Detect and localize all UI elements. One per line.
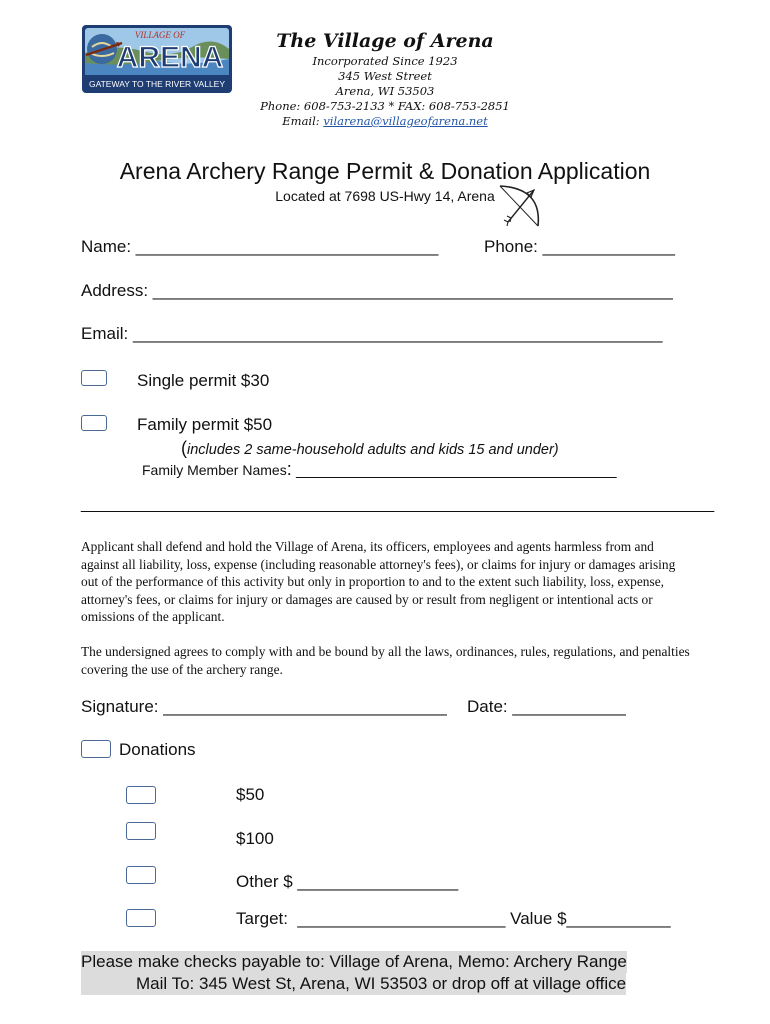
street-line: 345 West Street bbox=[338, 69, 432, 83]
logo-name: ARENA bbox=[116, 41, 224, 74]
family-members-label: Family Member Names bbox=[142, 462, 287, 478]
donations-label: Donations bbox=[119, 740, 196, 759]
donation-other-checkbox[interactable] bbox=[126, 866, 156, 884]
donation-100-checkbox[interactable] bbox=[126, 822, 156, 840]
family-members-field[interactable] bbox=[142, 459, 617, 480]
incorporated-line: Incorporated Since 1923 bbox=[312, 54, 458, 68]
family-members-blank: ____________________________________ bbox=[291, 462, 617, 479]
donation-target-field[interactable]: Target: ______________________ Value $___________ bbox=[236, 909, 671, 928]
agreement-terms: The undersigned agrees to comply with and be bound by all the laws, ordinances, rules, regulations, and penalties covering the use of the archery range. bbox=[81, 644, 690, 677]
family-members-colon: : bbox=[286, 459, 292, 479]
phone-fax-line: Phone: 608-753-2133 * FAX: 608-753-2851 bbox=[260, 99, 510, 113]
footer-line-1: Please make checks payable to: Village of Arena, Memo: Archery Range bbox=[81, 952, 627, 971]
city-line: Arena, WI 53503 bbox=[335, 84, 435, 98]
address-field[interactable]: Address: _______________________________________________________ bbox=[81, 281, 673, 300]
email-link[interactable]: vilarena@villageofarena.net bbox=[323, 114, 488, 128]
location-line: Located at 7698 US-Hwy 14, Arena bbox=[275, 188, 495, 204]
family-permit-checkbox[interactable] bbox=[81, 415, 107, 431]
footer-line-2: Mail To: 345 West St, Arena, WI 53503 or drop off at village office bbox=[81, 973, 626, 995]
liability-terms: Applicant shall defend and hold the Village of Arena, its officers, employees and agents harmless from and against all liability, loss, expense (including reasonable attorney's fees), or claims for injury or damages arising out of the performance of this activity but only in proportion to and to the extent such liability, loss, expense, attorney's fees, or claims for injury or damages are caused by or result from negligent or intentional acts or omissions of the applicant. bbox=[81, 539, 676, 625]
email-line bbox=[200, 114, 570, 130]
date-field[interactable]: Date: ____________ bbox=[467, 697, 626, 716]
family-permit-note bbox=[181, 438, 559, 459]
donation-50-label: $50 bbox=[236, 785, 265, 804]
single-permit-label: Single permit $30 bbox=[137, 371, 270, 390]
form-title: Arena Archery Range Permit & Donation Application bbox=[119, 158, 651, 184]
family-members-extra-line[interactable]: _______________________________________________________________________ bbox=[81, 496, 715, 513]
note-paren: ( bbox=[181, 438, 187, 458]
village-name: The Village of Arena bbox=[276, 30, 494, 52]
note-text: includes 2 same-household adults and kids 15 and under) bbox=[187, 442, 559, 458]
single-permit-checkbox[interactable] bbox=[81, 370, 107, 386]
family-permit-label: Family permit $50 bbox=[137, 415, 273, 434]
donation-target-checkbox[interactable] bbox=[126, 909, 156, 927]
email-label: Email: bbox=[282, 114, 320, 128]
donations-checkbox[interactable] bbox=[81, 740, 111, 758]
donation-50-checkbox[interactable] bbox=[126, 786, 156, 804]
donation-other-field[interactable]: Other $ _________________ bbox=[236, 872, 459, 891]
phone-field[interactable]: Phone: ______________ bbox=[484, 237, 675, 256]
logo-tagline: GATEWAY TO THE RIVER VALLEY bbox=[88, 79, 226, 89]
name-field[interactable]: Name: ________________________________ bbox=[81, 237, 439, 256]
donation-100-label: $100 bbox=[236, 829, 274, 848]
logo-top-text: VILLAGE OF bbox=[134, 30, 186, 40]
bow-and-arrow-icon bbox=[494, 180, 546, 230]
email-field[interactable]: Email: ________________________________________________________ bbox=[81, 324, 663, 343]
signature-field[interactable]: Signature: ______________________________ bbox=[81, 697, 447, 716]
